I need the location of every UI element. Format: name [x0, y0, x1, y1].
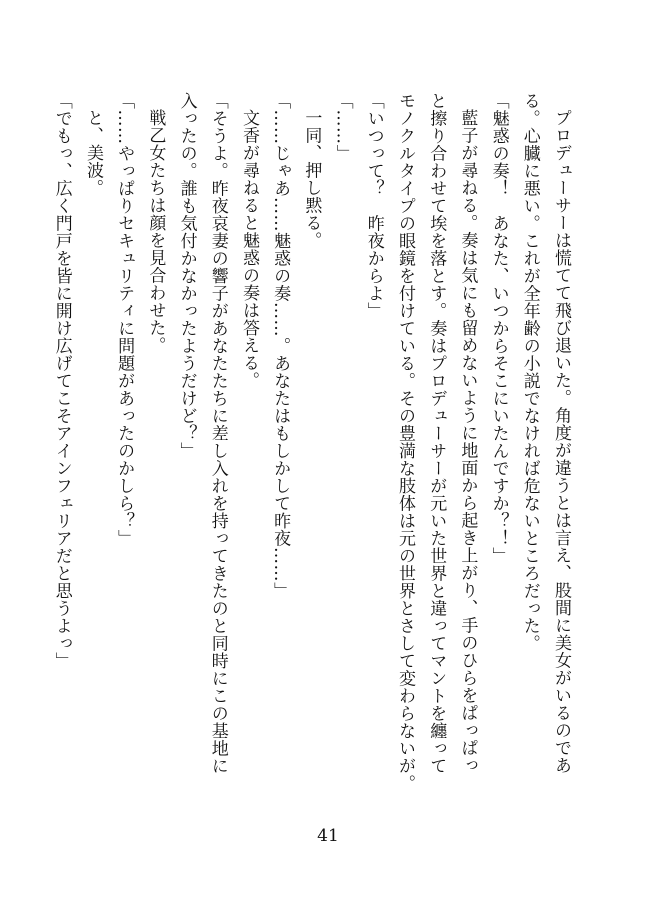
text-line: る。心臓に悪い。これが全年齢の小説でなければ危ないところだった。 [519, 92, 540, 652]
text-line: 戦乙女たちは顔を見合わせた。 [145, 109, 166, 354]
text-line: 「いつって？ 昨夜からよ」 [363, 92, 384, 320]
text-line: モノクルタイプの眼鏡を付けている。その豊満な肢体は元の世界とさして変わらないが。 [394, 92, 415, 792]
text-line: 藍子が尋ねる。奏は気にも留めないように地面から起き上がり、手のひらをぱっぱっ [457, 109, 478, 774]
text-line: 「……じゃあ……魅惑の奏……。あなたはもしかして昨夜……」 [270, 92, 291, 600]
text-line: 「……やっぱりセキュリティに問題があったのかしら？」 [114, 92, 135, 547]
text-line: 入ったの。誰も気付かなかったようだけど？」 [176, 92, 197, 460]
text-line: と擦り合わせて埃を落とす。奏はプロデューサーが元いた世界と違ってマントを纏って [426, 92, 447, 775]
text-line: 「魅惑の奏！ あなた、いつからそこにいたんですか？！」 [488, 92, 509, 565]
text-line: 「……」 [332, 92, 353, 162]
text-line: と、美波。 [82, 109, 103, 197]
text-line: 「そうよ。昨夜哀妻の響子があなたたちに差し入れを持ってきたのと同時にこの基地に [207, 92, 228, 775]
text-line: 「でもっ、広く門戸を皆に開け広げてこそアインフェリアだと思うよっ」 [51, 92, 72, 670]
vertical-text-block [51, 92, 576, 837]
text-line: 一同、押し黙る。 [301, 109, 322, 249]
page-number: 41 [317, 826, 339, 846]
text-line: プロデューサーは慌てて飛び退いた。角度が違うとは言え、股間に美女がいるのであ [551, 109, 571, 774]
text-line: 文香が尋ねると魅惑の奏は答える。 [238, 109, 259, 389]
